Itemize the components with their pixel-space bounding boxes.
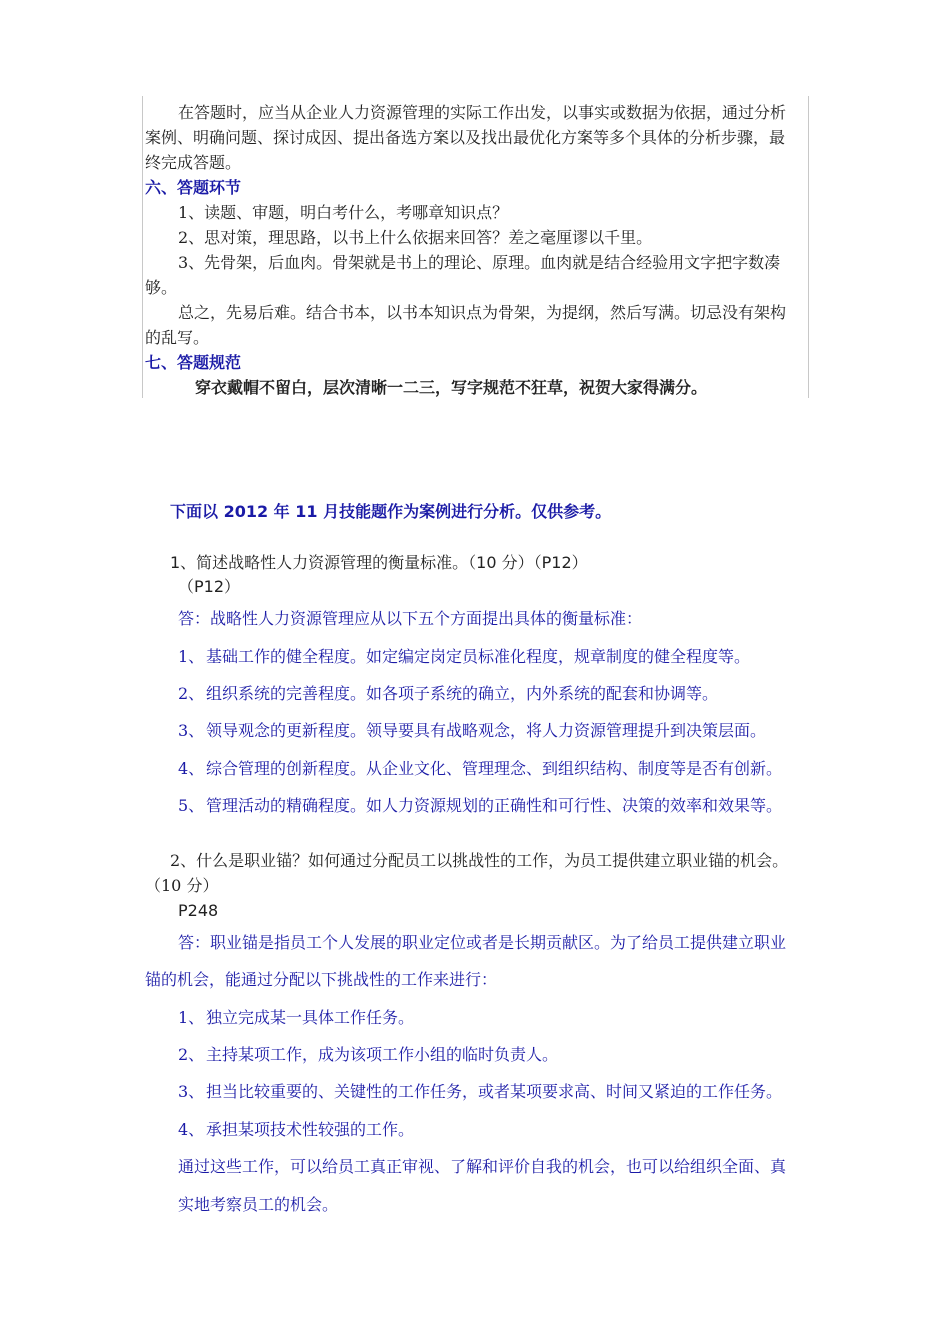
q2-item-2: [178, 1042, 558, 1065]
q1-item-1: [178, 644, 750, 667]
summary-line: 总之，先易后难。结合书本，以书本知识点为骨架，为提纲，然后写满。切忌没有架构: [178, 303, 787, 322]
step-3-continued: 够。: [145, 278, 178, 297]
q2-item-1: [178, 1005, 414, 1028]
question-2-answer-line-2: 锚的机会，能通过分配以下挑战性的工作来进行：: [145, 970, 498, 989]
q1-item-4-number: 4、: [178, 759, 205, 778]
q1-item-5-number: 5、: [178, 796, 205, 815]
frame-left-line: [142, 96, 143, 398]
heading-answer-steps: 六、答题环节: [145, 178, 242, 197]
step-2: 2、思对策，理思路，以书上什么依据来回答？差之毫厘谬以千里。: [178, 228, 653, 247]
question-1-answer-lead: 答：战略性人力资源管理应从以下五个方面提出具体的衡量标准：: [178, 609, 643, 628]
question-2-text: 2、什么是职业锚？如何通过分配员工以挑战性的工作，为员工提供建立职业锚的机会。: [170, 851, 789, 870]
question-2-page-ref: P248: [178, 901, 219, 920]
q1-item-1-number: 1、: [178, 647, 205, 666]
case-intro-heading: 下面以 2012 年 11 月技能题作为案例进行分析。仅供参考。: [170, 502, 612, 521]
q2-item-3: [178, 1079, 782, 1102]
q1-item-2: [178, 681, 718, 704]
q2-item-4: [178, 1117, 414, 1140]
q1-item-3-text: 领导观念的更新程度。领导要具有战略观念，将人力资源管理提升到决策层面。: [206, 721, 767, 740]
heading-answer-norms: 七、答题规范: [145, 353, 242, 372]
q2-item-1-text: 独立完成某一具体工作任务。: [206, 1008, 415, 1027]
q1-item-2-number: 2、: [178, 684, 205, 703]
frame-right-line: [808, 96, 809, 398]
q1-item-3: [178, 718, 766, 741]
q1-item-1-text: 基础工作的健全程度。如定编定岗定员标准化程度，规章制度的健全程度等。: [206, 647, 751, 666]
q2-item-2-text: 主持某项工作，成为该项工作小组的临时负责人。: [206, 1045, 559, 1064]
q1-item-5: [178, 793, 782, 816]
question-2-text-continued: （10 分）: [145, 876, 219, 895]
q1-item-2-text: 组织系统的完善程度。如各项子系统的确立，内外系统的配套和协调等。: [206, 684, 719, 703]
q1-item-5-text: 管理活动的精确程度。如人力资源规划的正确性和可行性、决策的效率和效果等。: [206, 796, 783, 815]
question-2-answer-line-1: 答：职业锚是指员工个人发展的职业定位或者是长期贡献区。为了给员工提供建立职业: [178, 933, 787, 952]
q1-item-3-number: 3、: [178, 721, 205, 740]
intro-line-3: 终完成答题。: [145, 153, 242, 172]
step-3: 3、先骨架，后血肉。骨架就是书上的理论、原理。血肉就是结合经验用文字把字数凑: [178, 253, 781, 272]
question-1-page-ref: （P12）: [178, 577, 241, 596]
intro-line-2: 案例、明确问题、探讨成因、提出备选方案以及找出最优化方案等多个具体的分析步骤，最: [145, 128, 786, 147]
q2-item-4-number: 4、: [178, 1120, 205, 1139]
q2-item-3-text: 担当比较重要的、关键性的工作任务，或者某项要求高、时间又紧迫的工作任务。: [206, 1082, 783, 1101]
question-2-closing-line-2: 实地考察员工的机会。: [178, 1195, 339, 1214]
q1-item-4: [178, 756, 782, 779]
intro-line-1: 在答题时，应当从企业人力资源管理的实际工作出发，以事实或数据为依据，通过分析: [178, 103, 787, 122]
q2-item-4-text: 承担某项技术性较强的工作。: [206, 1120, 415, 1139]
question-1-text: 1、简述战略性人力资源管理的衡量标准。（10 分）（P12）: [170, 553, 588, 572]
question-2-closing-line-1: 通过这些工作，可以给员工真正审视、了解和评价自我的机会，也可以给组织全面、真: [178, 1157, 787, 1176]
q2-item-2-number: 2、: [178, 1045, 205, 1064]
q2-item-1-number: 1、: [178, 1008, 205, 1027]
step-1: 1、读题、审题，明白考什么，考哪章知识点？: [178, 203, 509, 222]
q1-item-4-text: 综合管理的创新程度。从企业文化、管理理念、到组织结构、制度等是否有创新。: [206, 759, 783, 778]
q2-item-3-number: 3、: [178, 1082, 205, 1101]
norms-line: 穿衣戴帽不留白，层次清晰一二三，写字规范不狂草，祝贺大家得满分。: [195, 378, 708, 397]
summary-line-continued: 的乱写。: [145, 328, 210, 347]
